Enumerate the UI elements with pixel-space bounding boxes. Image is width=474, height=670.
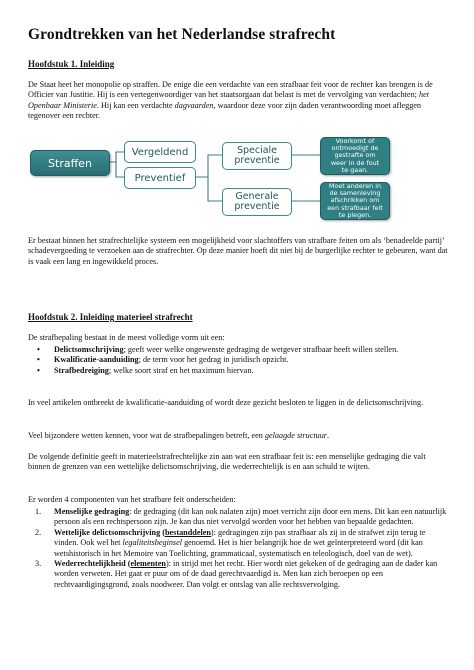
components-list <box>28 507 448 590</box>
list-item: • Delictsomschrijving; geeft weer welke ongewenste gedraging de wetgever strafbaar heeft willen stellen. <box>28 345 448 355</box>
chapter1-intro: De Staat heet het monopolie op straffen. De enige die een verdachte van een strafbaar feit voor de rechter kan brengen is de Officier van Justitie. Hij is een vertegenwoordiger van het staatsorgaan dat belast is met de vervolging van verdachten; het Openbaar Ministerie. Hij kan een verdachte dagvaarden, waardoor deze voor zijn daden verantwoording moet afleggen tegenover een rechter. <box>28 80 433 121</box>
diagram-node-straffen: Straffen <box>30 150 110 176</box>
diagram-node-speciale-preventie: Speciale preventie <box>222 142 292 170</box>
chapter2-p1: De strafbepaling bestaat in de meest volledige vorm uit een: <box>28 333 225 342</box>
chapter2-p2: In veel artikelen ontbreekt de kwalificatie-aanduiding of wordt deze gezicht besloten te liggen in de delictsomschrijving. <box>28 398 424 407</box>
diagram-note-speciale: Voorkomt of ontmoedigt de gestrafte om weer in de fout te gaan. <box>320 137 390 175</box>
diagram-node-vergeldend: Vergeldend <box>124 141 196 163</box>
document-title: Grondtrekken van het Nederlandse strafrecht <box>28 26 336 43</box>
chapter2-heading: Hoofdstuk 2. Inleiding materieel strafrecht <box>28 312 193 322</box>
diagram-node-generale-preventie: Generale preventie <box>222 188 292 216</box>
chapter2-p4: De volgende definitie geeft in materieelstrafrechtelijke zin aan wat een strafbaar feit is: een menselijke gedraging die valt binnen de grenzen van een wettelijke delictsomschrijving, die wederrechtelijk is en aan schuld te wijten. <box>28 452 426 472</box>
list-item: • Kwalificatie-aanduiding; de term voor het gedrag in juridisch opzicht. <box>28 355 448 365</box>
strafbepaling-list <box>28 345 448 376</box>
chapter2-p3: Veel bijzondere wetten kennen, voor wat de strafbepalingen betreft, een gelaagde structuur. <box>28 431 330 440</box>
list-item: 1. Menselijke gedraging: de gedraging (dit kan ook nalaten zijn) moet verricht zijn door een mens. Dit kan een natuurlijk persoon als een rechtspersoon zijn. Je kan dus niet vervolgd worden voor het hebben van bepaalde gedachten. <box>35 507 447 527</box>
list-item: • Strafbedreiging; welke soort straf en het maximum hiervan. <box>28 366 448 376</box>
diagram-node-preventief: Preventief <box>124 167 196 189</box>
list-item: 2. Wettelijke delictsomschrijving (bestanddelen): gedragingen zijn pas strafbaar als zij in de strafwet zijn terug te vinden. Ook wel het legaliteitsbeginsel genoemd. Het is hier belangrijk hoe de wet geïnterpreteerd word (dit kan wetshistorisch in het Memoire van Toelichting, grammaticaal, systematisch en teleologisch, doel van de wet). <box>35 527 426 558</box>
diagram-note-generale: Moet anderen in de samenleving afschrikken om een strafbaar feit te plegen. <box>320 182 390 220</box>
list-item: 3. Wederrechtelijkheid (elementen): in strijd met het recht. Hier wordt niet gekeken of de gedraging aan de dader kan worden verweten. Het gaat er puur om of de daad gerechtvaardigd is. Men kan zich beroepen op een rechtvaardigingsgrond, zoals noodweer. Dan volgt er ontslag van alle rechtsvervolging. <box>35 559 438 589</box>
chapter1-para2: Er bestaat binnen het strafrechtelijke systeem een mogelijkheid voor slachtoffers van strafbare feiten om als ‘benadeelde partij’ schadevergoeding te verzoeken aan de strafrechter. Op deze manier hoeft dit niet bij de burgerlijke rechter te gebeuren, want dat is vaak een lang en ingewikkeld proces. <box>28 236 448 266</box>
chapter1-heading: Hoofdstuk 1. Inleiding <box>28 59 115 69</box>
chapter2-p5: Er worden 4 componenten van het strafbare feit onderscheiden: <box>28 495 236 504</box>
punishment-diagram <box>28 136 448 230</box>
